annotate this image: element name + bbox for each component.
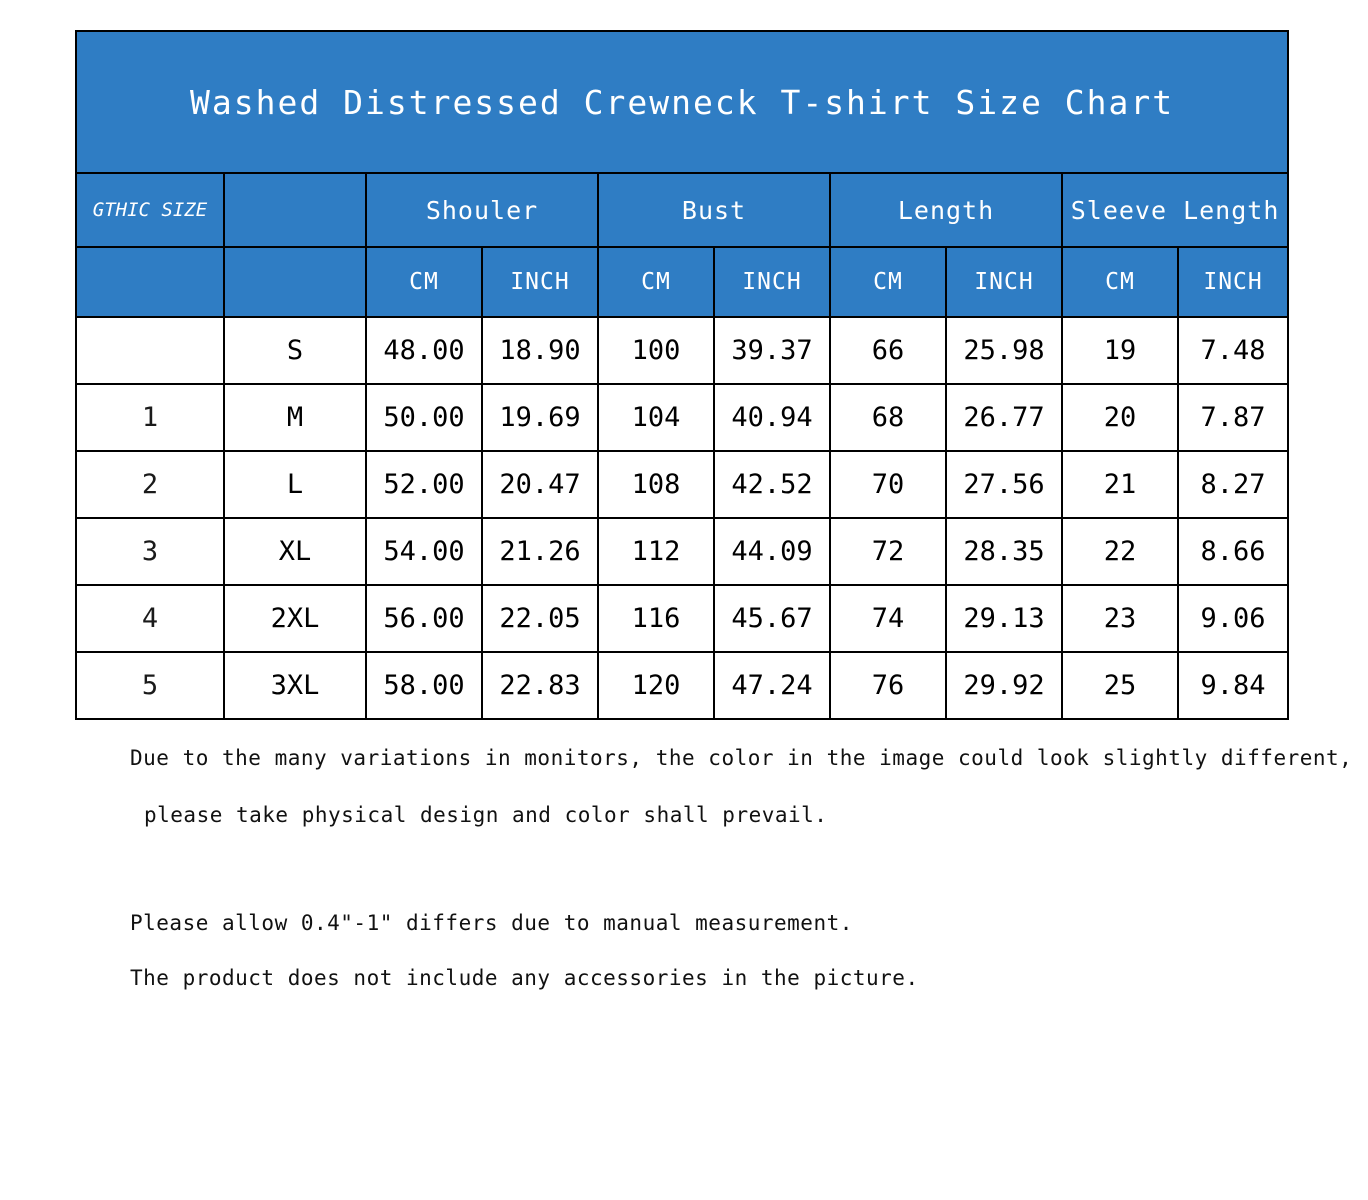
cell-shoulder-cm: 54.00 [366,518,482,585]
cell-sleeve-cm: 19 [1062,317,1178,384]
cell-length-inch: 29.13 [946,585,1062,652]
cell-bust-inch: 39.37 [714,317,830,384]
cell-bust-cm: 112 [598,518,714,585]
table-title-row [76,31,1288,173]
size-chart-container [75,30,1287,720]
note-monitor-variation-line2: please take physical design and color shall prevail. [144,803,828,827]
cell-sleeve-inch: 9.06 [1178,585,1288,652]
unit-header-blank-1 [76,247,224,317]
cell-shoulder-inch: 22.05 [482,585,598,652]
cell-sleeve-cm: 20 [1062,384,1178,451]
cell-length-inch: 26.77 [946,384,1062,451]
cell-shoulder-inch: 22.83 [482,652,598,719]
cell-sleeve-cm: 22 [1062,518,1178,585]
gthic-size-label: GTHIC SIZE [76,173,224,247]
cell-length-cm: 68 [830,384,946,451]
row-size: L [224,451,366,518]
cell-length-inch: 28.35 [946,518,1062,585]
row-index: 2 [76,451,224,518]
cell-shoulder-inch: 18.90 [482,317,598,384]
table-unit-header-row [76,247,1288,317]
unit-header-shoulder-cm: CM [366,247,482,317]
note-measurement-tolerance: Please allow 0.4"-1" differs due to manual measurement. [130,911,853,935]
cell-bust-inch: 44.09 [714,518,830,585]
table-row [76,652,1288,719]
group-header-sleeve-length: Sleeve Length [1062,173,1288,247]
cell-sleeve-inch: 7.87 [1178,384,1288,451]
table-group-header-row [76,173,1288,247]
cell-bust-inch: 40.94 [714,384,830,451]
unit-header-blank-2 [224,247,366,317]
unit-header-length-inch: INCH [946,247,1062,317]
table-row [76,384,1288,451]
cell-length-cm: 72 [830,518,946,585]
cell-length-inch: 25.98 [946,317,1062,384]
cell-bust-inch: 47.24 [714,652,830,719]
size-chart-table [75,30,1289,720]
note-monitor-variation-line1: Due to the many variations in monitors, the color in the image could look slightly different, [130,746,1353,770]
row-index: 1 [76,384,224,451]
row-index: 5 [76,652,224,719]
cell-bust-cm: 120 [598,652,714,719]
row-index: 3 [76,518,224,585]
cell-bust-inch: 42.52 [714,451,830,518]
chart-title: Washed Distressed Crewneck T-shirt Size Chart [76,31,1288,173]
cell-sleeve-cm: 23 [1062,585,1178,652]
cell-bust-cm: 116 [598,585,714,652]
cell-bust-inch: 45.67 [714,585,830,652]
cell-length-cm: 76 [830,652,946,719]
cell-sleeve-inch: 8.27 [1178,451,1288,518]
cell-length-cm: 74 [830,585,946,652]
table-row [76,317,1288,384]
cell-length-inch: 29.92 [946,652,1062,719]
row-size: M [224,384,366,451]
cell-length-inch: 27.56 [946,451,1062,518]
table-row [76,451,1288,518]
cell-shoulder-cm: 58.00 [366,652,482,719]
cell-bust-cm: 100 [598,317,714,384]
note-accessories-disclaimer: The product does not include any accessories in the picture. [130,966,919,990]
group-header-length: Length [830,173,1062,247]
unit-header-bust-cm: CM [598,247,714,317]
group-header-shoulder: Shouler [366,173,598,247]
row-index: 4 [76,585,224,652]
cell-shoulder-cm: 56.00 [366,585,482,652]
row-index [76,317,224,384]
size-column-header [224,173,366,247]
table-row [76,518,1288,585]
row-size: S [224,317,366,384]
cell-sleeve-inch: 8.66 [1178,518,1288,585]
row-size: 3XL [224,652,366,719]
row-size: XL [224,518,366,585]
cell-length-cm: 70 [830,451,946,518]
unit-header-sleeve-inch: INCH [1178,247,1288,317]
cell-shoulder-inch: 21.26 [482,518,598,585]
cell-shoulder-cm: 48.00 [366,317,482,384]
cell-shoulder-cm: 52.00 [366,451,482,518]
cell-shoulder-inch: 20.47 [482,451,598,518]
cell-sleeve-cm: 21 [1062,451,1178,518]
cell-length-cm: 66 [830,317,946,384]
cell-shoulder-inch: 19.69 [482,384,598,451]
unit-header-shoulder-inch: INCH [482,247,598,317]
unit-header-length-cm: CM [830,247,946,317]
cell-bust-cm: 104 [598,384,714,451]
cell-sleeve-inch: 9.84 [1178,652,1288,719]
group-header-bust: Bust [598,173,830,247]
cell-sleeve-cm: 25 [1062,652,1178,719]
cell-sleeve-inch: 7.48 [1178,317,1288,384]
unit-header-bust-inch: INCH [714,247,830,317]
cell-shoulder-cm: 50.00 [366,384,482,451]
unit-header-sleeve-cm: CM [1062,247,1178,317]
row-size: 2XL [224,585,366,652]
cell-bust-cm: 108 [598,451,714,518]
table-row [76,585,1288,652]
